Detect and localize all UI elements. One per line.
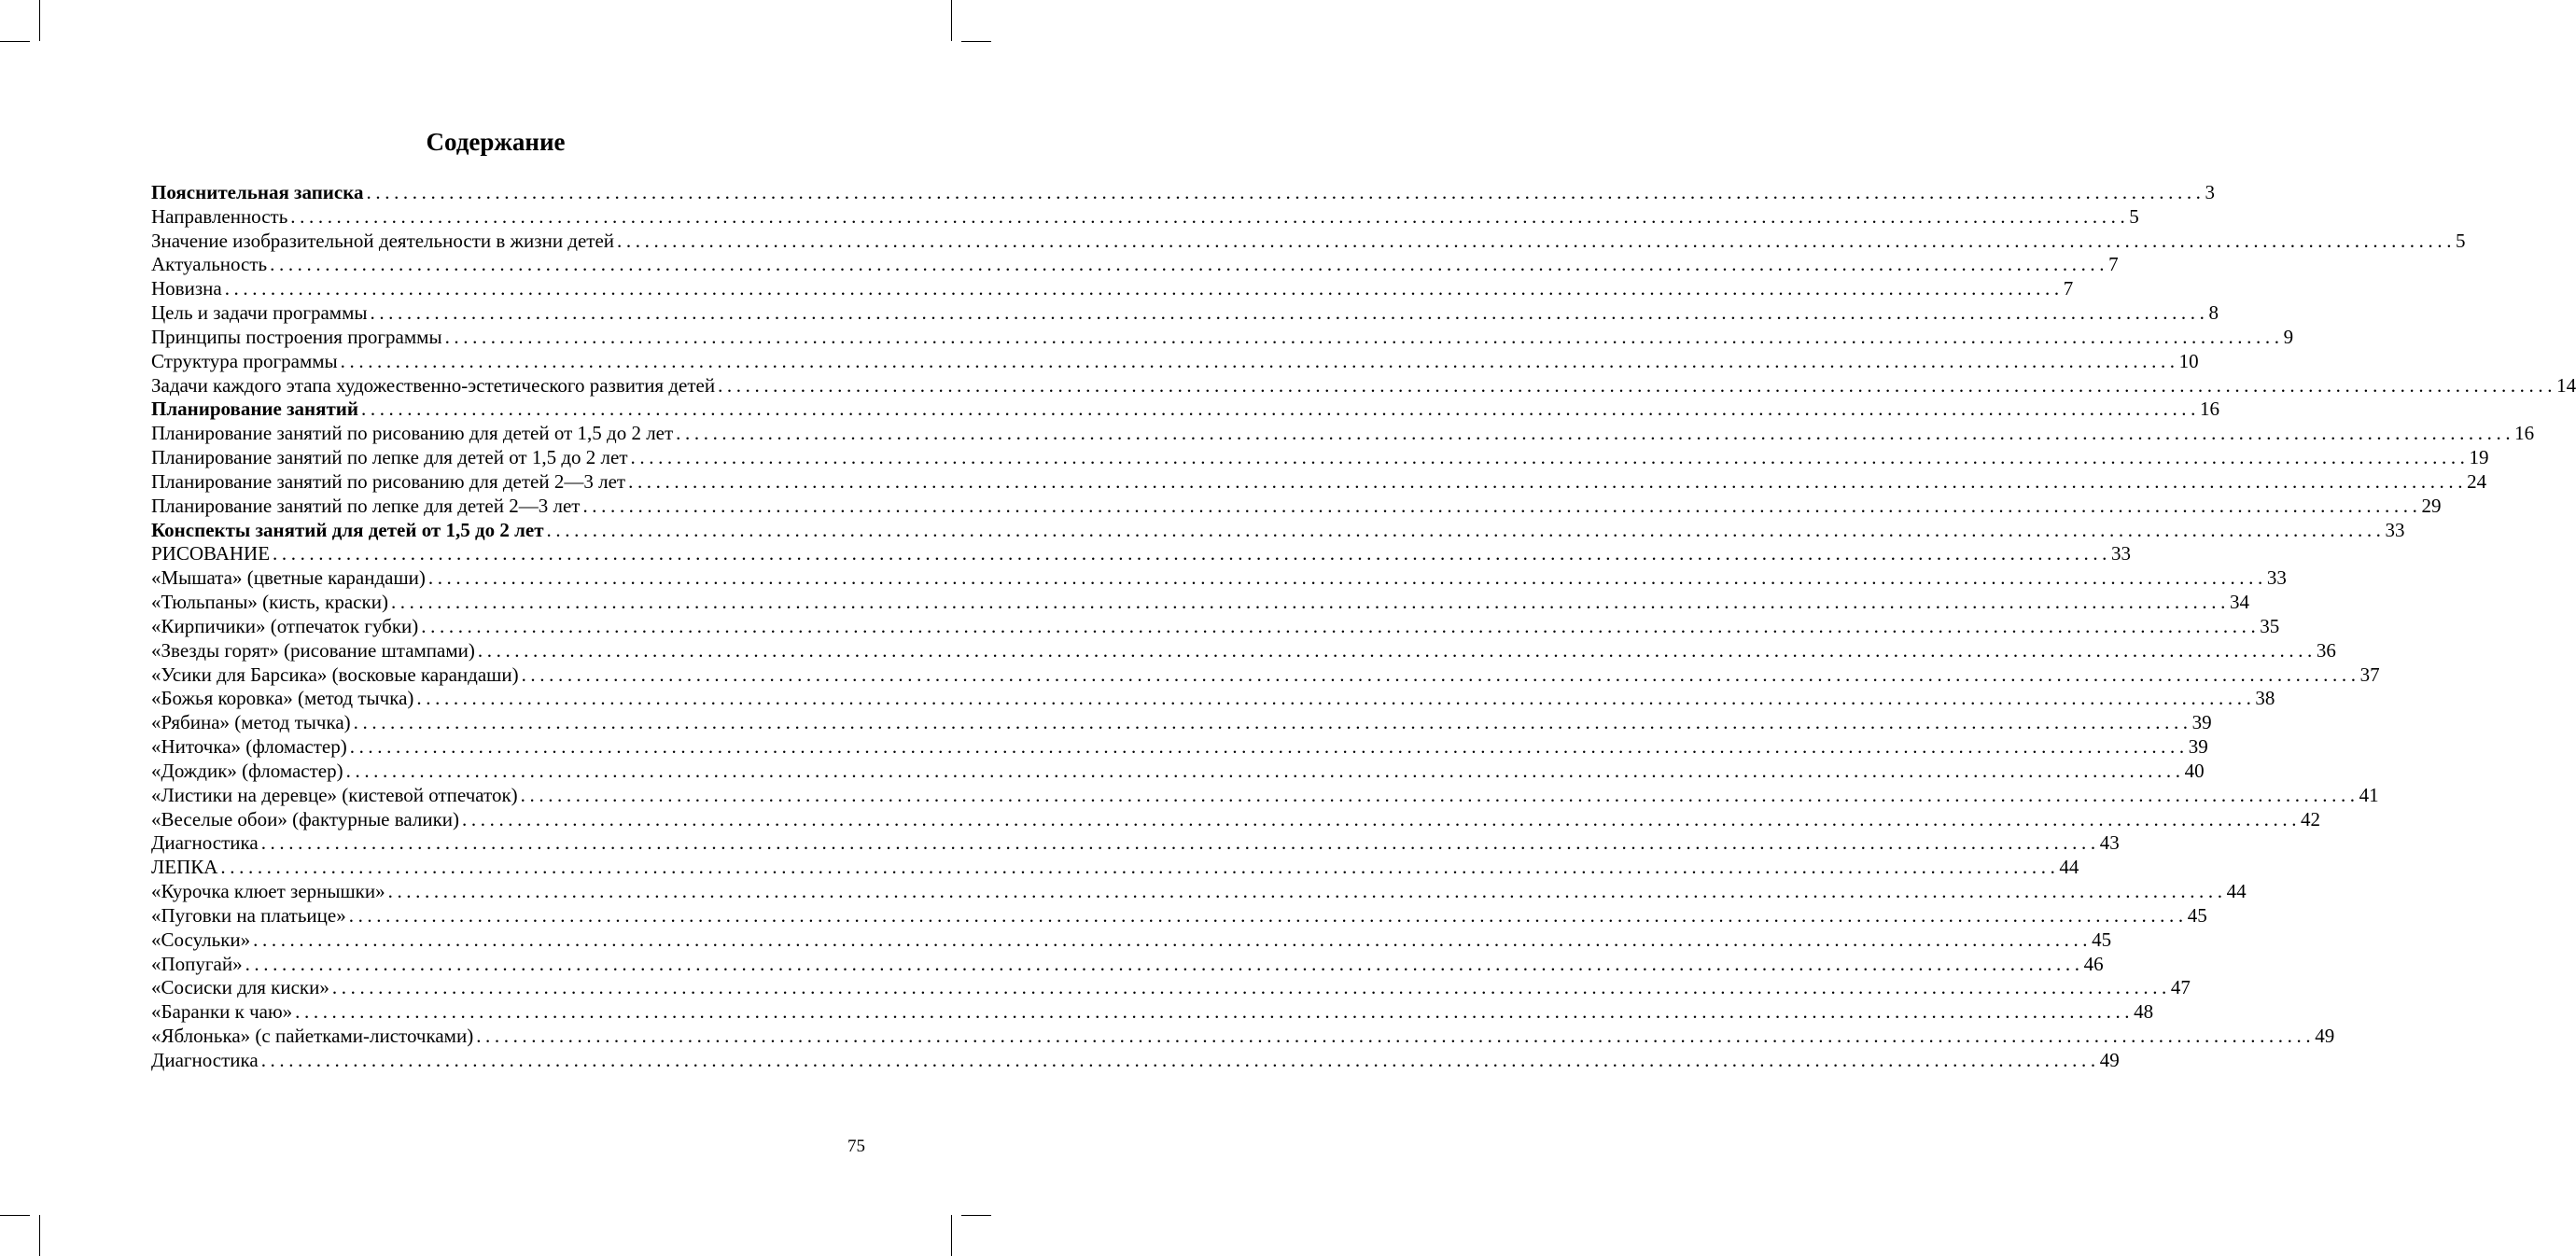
toc-entry-page: 35 bbox=[2260, 614, 2280, 637]
toc-entry-label: Планирование занятий по рисованию для детей 2—3 лет bbox=[151, 469, 626, 493]
crop-mark bbox=[951, 1215, 952, 1256]
toc-entry bbox=[151, 253, 2119, 277]
toc-entry bbox=[151, 398, 2219, 422]
toc-entry-page: 34 bbox=[2229, 591, 2249, 614]
toc-entry-page: 48 bbox=[2134, 1000, 2154, 1024]
toc-entry-page: 5 bbox=[2129, 204, 2139, 228]
toc-entry-label: Диагностика bbox=[151, 831, 259, 855]
toc-entry-label: «Листики на деревце» (кистевой отпечаток) bbox=[151, 783, 518, 806]
toc-leader-dots: ........................................................................................................................................................................................................ bbox=[260, 1048, 2100, 1071]
toc-leader-dots: ........................................................................................................................................................................................................ bbox=[521, 663, 2360, 686]
toc-entry-page: 43 bbox=[2099, 831, 2120, 855]
toc-entry-label: «Курочка клюет зернышки» bbox=[151, 880, 385, 903]
toc-entry-page: 49 bbox=[2315, 1024, 2335, 1047]
toc-entry-page: 33 bbox=[2266, 566, 2287, 590]
toc-leader-dots: ........................................................................................................................................................................................................ bbox=[718, 373, 2557, 397]
toc-entry-page: 44 bbox=[2059, 856, 2079, 879]
toc-entry-page: 16 bbox=[2200, 398, 2219, 421]
toc-entry-label: Планирование занятий по лепке для детей от 1,5 до 2 лет bbox=[151, 446, 628, 469]
toc-leader-dots: ........................................................................................................................................................................................................ bbox=[348, 903, 2188, 927]
toc-entry-page: 29 bbox=[2421, 494, 2442, 517]
toc-entry-label: «Ниточка» (фломастер) bbox=[151, 735, 347, 759]
toc-entry-page: 40 bbox=[2184, 759, 2205, 782]
toc-entry bbox=[151, 856, 2079, 880]
toc-entry bbox=[151, 735, 2208, 760]
toc-entry bbox=[151, 446, 2489, 470]
toc-entry bbox=[151, 373, 2576, 398]
toc-entry bbox=[151, 1000, 2154, 1025]
toc-entry-label: «Веселые обои» (фактурные валики) bbox=[151, 807, 460, 830]
toc-entry bbox=[151, 928, 2112, 953]
toc-entry-label: «Рябина» (метод тычка) bbox=[151, 711, 351, 734]
toc-leader-dots: ........................................................................................................................................................................................................ bbox=[270, 253, 2109, 276]
toc-entry-label: Планирование занятий bbox=[151, 398, 358, 421]
toc-entry-page: 36 bbox=[2316, 638, 2336, 662]
toc-entry bbox=[151, 349, 2199, 374]
toc-entry bbox=[151, 903, 2207, 928]
toc-entry bbox=[151, 181, 2216, 205]
toc-entry bbox=[151, 422, 2535, 446]
toc-leader-dots: ........................................................................................................................................................................................................ bbox=[462, 807, 2302, 830]
toc-leader-dots: ........................................................................................................................................................................................................ bbox=[224, 277, 2064, 300]
toc-entry bbox=[151, 880, 2247, 904]
toc-entry bbox=[151, 494, 2442, 519]
toc-entry bbox=[151, 1048, 2120, 1073]
toc-entry-page: 41 bbox=[2359, 783, 2379, 806]
toc-entry-page: 33 bbox=[2385, 518, 2405, 541]
toc-leader-dots: ........................................................................................................................................................................................................ bbox=[353, 711, 2192, 734]
toc-entry-label: Планирование занятий по рисованию для детей от 1,5 до 2 лет bbox=[151, 422, 674, 445]
toc-entry-page: 7 bbox=[2063, 277, 2074, 300]
toc-leader-dots: ........................................................................................................................................................................................................ bbox=[331, 976, 2171, 999]
toc-entry bbox=[151, 518, 2405, 543]
toc-entry-page: 19 bbox=[2469, 446, 2489, 469]
toc-leader-dots: ........................................................................................................................................................................................................ bbox=[340, 349, 2179, 372]
toc-entry bbox=[151, 325, 2294, 350]
toc-entry bbox=[151, 542, 2132, 566]
toc-entry-page: 38 bbox=[2255, 687, 2275, 710]
toc-entry-label: «Попугай» bbox=[151, 952, 243, 975]
toc-entry-label: РИСОВАНИЕ bbox=[151, 542, 271, 565]
toc-leader-dots: ........................................................................................................................................................................................................ bbox=[290, 204, 2130, 228]
toc-entry-page: 16 bbox=[2514, 422, 2535, 445]
toc-leader-dots: ........................................................................................................................................................................................................ bbox=[520, 783, 2359, 806]
toc-leader-dots: ........................................................................................................................................................................................................ bbox=[295, 1000, 2135, 1024]
toc-entry-page: 7 bbox=[2108, 253, 2119, 276]
toc-entry-label: Задачи каждого этапа художественно-эстетического развития детей bbox=[151, 373, 716, 397]
toc-leader-dots: ........................................................................................................................................................................................................ bbox=[416, 687, 2256, 710]
toc-leader-dots: ........................................................................................................................................................................................................ bbox=[421, 614, 2261, 637]
toc-leader-dots: ........................................................................................................................................................................................................ bbox=[582, 494, 2422, 517]
toc-entry bbox=[151, 783, 2379, 808]
toc-entry-page: 9 bbox=[2283, 325, 2294, 348]
toc-leader-dots: ........................................................................................................................................................................................................ bbox=[630, 446, 2470, 469]
toc-entry bbox=[151, 711, 2212, 735]
toc-entry bbox=[151, 204, 2139, 230]
toc-entry-label: Актуальность bbox=[151, 253, 268, 276]
toc-entry-label: Диагностика bbox=[151, 1048, 259, 1071]
toc-entry-page: 45 bbox=[2187, 903, 2207, 927]
toc-leader-dots: ........................................................................................................................................................................................................ bbox=[253, 928, 2093, 951]
toc-entry-page: 42 bbox=[2301, 807, 2321, 830]
toc-entry-label: «Мышата» (цветные карандаши) bbox=[151, 566, 426, 590]
toc-entry-label: «Сосиски для киски» bbox=[151, 976, 329, 999]
toc-entry-page: 49 bbox=[2099, 1048, 2120, 1071]
toc-leader-dots: ........................................................................................................................................................................................................ bbox=[617, 229, 2457, 252]
toc-entry-page: 3 bbox=[2205, 181, 2216, 203]
toc-entry bbox=[151, 759, 2205, 784]
toc-leader-dots: ........................................................................................................................................................................................................ bbox=[370, 301, 2209, 325]
crop-mark bbox=[39, 0, 40, 41]
crop-mark bbox=[961, 41, 991, 42]
toc-entry-page: 47 bbox=[2170, 976, 2191, 999]
toc-leader-dots: ........................................................................................................................................................................................................ bbox=[273, 542, 2112, 565]
page-number: 75 bbox=[847, 1137, 865, 1156]
toc-entry-page: 45 bbox=[2092, 928, 2112, 951]
toc-entry bbox=[151, 229, 2466, 254]
toc-entry-label: Цель и задачи программы bbox=[151, 301, 368, 325]
toc-entry-label: «Звезды горят» (рисование штампами) bbox=[151, 638, 475, 662]
toc-entry-label: «Яблонька» (с пайетками-листочками) bbox=[151, 1024, 474, 1047]
toc-leader-dots: ........................................................................................................................................................................................................ bbox=[390, 591, 2230, 614]
toc-entry-label: «Божья коровка» (метод тычка) bbox=[151, 687, 414, 710]
toc-entry-page: 33 bbox=[2111, 542, 2132, 565]
toc-entry-label: «Сосульки» bbox=[151, 928, 251, 951]
toc-leader-dots: ........................................................................................................................................................................................................ bbox=[477, 638, 2317, 662]
toc-entry bbox=[151, 831, 2120, 856]
toc-entry bbox=[151, 591, 2249, 615]
toc-leader-dots: ........................................................................................................................................................................................................ bbox=[476, 1024, 2316, 1047]
toc-entry-label: Направленность bbox=[151, 204, 288, 228]
toc-entry-label: ЛЕПКА bbox=[151, 856, 218, 879]
toc-entry-page: 39 bbox=[2188, 735, 2208, 759]
page-title: Содержание bbox=[426, 128, 566, 156]
toc-entry-page: 37 bbox=[2359, 663, 2380, 686]
toc-entry bbox=[151, 687, 2275, 711]
toc-entry bbox=[151, 469, 2487, 495]
toc-entry-label: Планирование занятий по лепке для детей 2—3 лет bbox=[151, 494, 581, 517]
toc-entry-page: 14 bbox=[2556, 373, 2576, 397]
toc-entry-page: 10 bbox=[2178, 349, 2199, 372]
toc-entry-label: Значение изобразительной деятельности в жизни детей bbox=[151, 229, 615, 252]
toc-entry-page: 8 bbox=[2208, 301, 2219, 325]
toc-entry bbox=[151, 638, 2336, 663]
toc-entry-label: Пояснительная записка bbox=[151, 181, 364, 203]
toc-entry-label: «Кирпичики» (отпечаток губки) bbox=[151, 614, 419, 637]
toc-leader-dots: ........................................................................................................................................................................................................ bbox=[444, 325, 2284, 348]
toc-entry-label: Конспекты занятий для детей от 1,5 до 2 лет bbox=[151, 518, 544, 541]
toc-entry-label: Структура программы bbox=[151, 349, 338, 372]
toc-leader-dots: ........................................................................................................................................................................................................ bbox=[349, 735, 2189, 759]
toc-entry bbox=[151, 976, 2191, 1000]
toc-entry-label: «Дождик» (фломастер) bbox=[151, 759, 343, 782]
toc-leader-dots: ........................................................................................................................................................................................................ bbox=[245, 952, 2084, 975]
crop-mark bbox=[951, 0, 952, 41]
toc-entry bbox=[151, 277, 2074, 301]
table-of-contents bbox=[151, 181, 2576, 1073]
toc-entry bbox=[151, 301, 2219, 326]
toc-entry-label: «Пуговки на платьице» bbox=[151, 903, 346, 927]
toc-entry bbox=[151, 614, 2280, 639]
toc-entry-page: 39 bbox=[2191, 711, 2212, 734]
toc-entry bbox=[151, 663, 2380, 688]
toc-leader-dots: ........................................................................................................................................................................................................ bbox=[361, 398, 2200, 421]
toc-entry bbox=[151, 807, 2321, 832]
toc-entry bbox=[151, 566, 2287, 591]
toc-leader-dots: ........................................................................................................................................................................................................ bbox=[628, 469, 2468, 493]
toc-entry-label: «Тюльпаны» (кисть, краски) bbox=[151, 591, 388, 614]
toc-entry bbox=[151, 1024, 2335, 1049]
toc-leader-dots: ........................................................................................................................................................................................................ bbox=[345, 759, 2185, 782]
toc-entry-label: Новизна bbox=[151, 277, 222, 300]
toc-leader-dots: ........................................................................................................................................................................................................ bbox=[260, 831, 2100, 855]
toc-entry bbox=[151, 952, 2104, 977]
toc-leader-dots: ........................................................................................................................................................................................................ bbox=[366, 181, 2205, 203]
toc-entry-label: «Баранки к чаю» bbox=[151, 1000, 293, 1024]
toc-entry-page: 24 bbox=[2467, 469, 2487, 493]
toc-leader-dots: ........................................................................................................................................................................................................ bbox=[546, 518, 2386, 541]
toc-entry-label: «Усики для Барсика» (восковые карандаши) bbox=[151, 663, 519, 686]
crop-mark bbox=[0, 41, 30, 42]
toc-leader-dots: ........................................................................................................................................................................................................ bbox=[427, 566, 2267, 590]
crop-mark bbox=[961, 1215, 991, 1216]
toc-entry-label: Принципы построения программы bbox=[151, 325, 442, 348]
crop-mark bbox=[39, 1215, 40, 1256]
toc-entry-page: 44 bbox=[2226, 880, 2247, 903]
toc-leader-dots: ........................................................................................................................................................................................................ bbox=[220, 856, 2060, 879]
crop-mark bbox=[0, 1215, 30, 1216]
toc-entry-page: 5 bbox=[2456, 229, 2466, 252]
toc-leader-dots: ........................................................................................................................................................................................................ bbox=[676, 422, 2515, 445]
toc-leader-dots: ........................................................................................................................................................................................................ bbox=[387, 880, 2227, 903]
toc-entry-page: 46 bbox=[2083, 952, 2104, 975]
